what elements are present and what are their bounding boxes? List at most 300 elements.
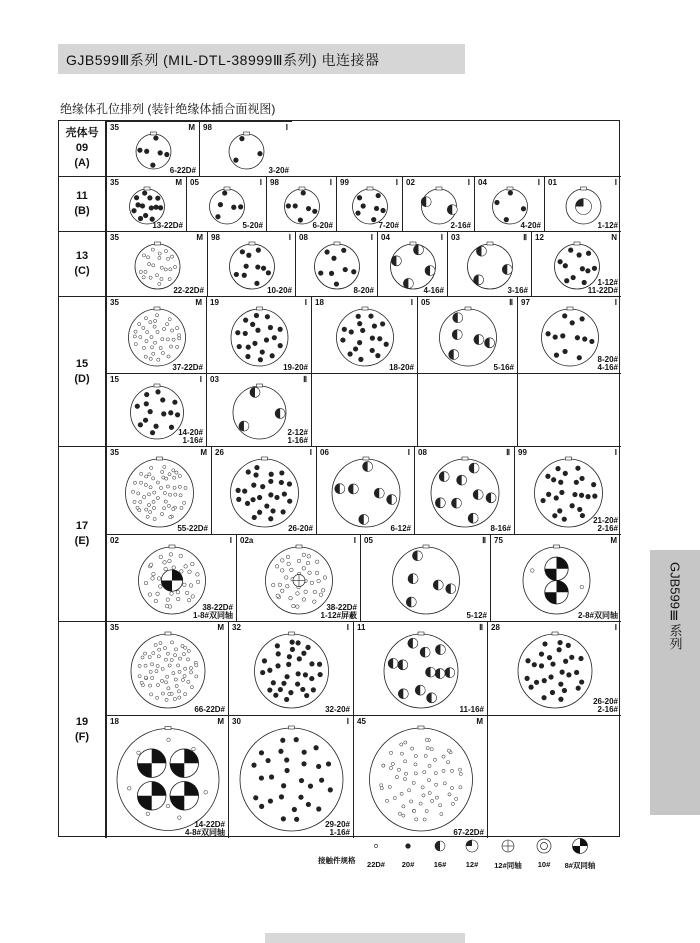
contact-22d (160, 277, 163, 280)
contact-22d (285, 584, 289, 588)
contact-22d (165, 698, 168, 701)
contact-spec-line: 1-12#屏蔽 (320, 611, 357, 620)
contact-20 (306, 206, 311, 211)
keyway-mark (552, 632, 558, 635)
contact-16 (359, 514, 369, 524)
insert-code: 02 (406, 178, 415, 187)
contact-20 (246, 469, 251, 474)
insert-arrangement-cell (311, 296, 417, 373)
contact-22d (149, 670, 152, 673)
keyway-mark (418, 726, 424, 729)
contact-22d (185, 591, 189, 595)
insert-arrangement-cell (360, 534, 490, 621)
contact-22d (169, 345, 172, 348)
contact-20 (252, 515, 257, 520)
contact-22d (158, 648, 161, 651)
contact-22d (404, 741, 407, 744)
contact-22d (423, 771, 426, 774)
contact-22d (155, 314, 158, 317)
contact-16 (275, 408, 285, 418)
keyway-mark (257, 307, 263, 310)
contact-20 (360, 328, 365, 333)
contact-16 (446, 584, 456, 594)
contact-spec (598, 356, 618, 372)
insert-arrangement-cell (353, 621, 487, 715)
contact-22d (160, 679, 163, 682)
contact-20 (343, 267, 348, 272)
contact-22d (184, 693, 187, 696)
contact-spec-line: 4-16# (423, 286, 444, 295)
contact-22d (148, 684, 151, 687)
contact-20 (234, 272, 239, 277)
contact-22d (147, 503, 150, 506)
keyway-mark (554, 545, 560, 548)
insert-code: 19 (210, 298, 219, 307)
contact-16 (363, 462, 373, 472)
contact-22d (408, 789, 411, 792)
contact-20 (259, 804, 264, 809)
contact-22d (292, 604, 296, 608)
insert-face (240, 728, 343, 831)
contact-22d (164, 567, 168, 571)
contact-22d (163, 561, 167, 565)
contact-22d (136, 506, 139, 509)
contact-22d (146, 256, 149, 259)
contact-20 (591, 482, 596, 487)
contact-spec-line: 1-16# (287, 436, 308, 445)
contact-20 (293, 203, 298, 208)
contact-spec (325, 706, 350, 714)
contact-22d (296, 605, 300, 609)
contact-22d (182, 653, 185, 656)
checkered-circle-icon (559, 838, 601, 854)
service-class: Ⅱ (523, 233, 527, 242)
contact-22d (411, 747, 414, 750)
contact-20 (158, 205, 163, 210)
contact-20 (576, 686, 581, 691)
contact-16 (406, 597, 416, 607)
contact-20 (266, 270, 271, 275)
service-class: I (229, 536, 232, 545)
contact-spec-line: 2-16# (597, 524, 618, 533)
contact-22d (140, 681, 143, 684)
contact-20 (237, 344, 242, 349)
insert-face (431, 459, 499, 527)
contact-20 (370, 336, 375, 341)
insert-code: 04 (381, 233, 390, 242)
contact-20 (142, 190, 147, 195)
contact-16 (449, 350, 459, 360)
insert-arrangement-cell (211, 446, 316, 534)
contact-spec-line: 26-20# (593, 697, 618, 706)
contact-16 (388, 658, 398, 668)
contact-22d (196, 580, 200, 584)
insert-face (135, 244, 180, 289)
contact-22d (181, 678, 184, 681)
contact-20 (273, 693, 278, 698)
contact-22d (179, 494, 182, 497)
contact-22d (157, 577, 161, 581)
contact-8-twinax (545, 557, 568, 580)
contact-22d (152, 506, 155, 509)
contact-20 (566, 643, 571, 648)
contact-22d (153, 341, 156, 344)
service-class: Ⅱ (482, 536, 486, 545)
keyway-mark (299, 187, 305, 190)
contact-22d (435, 796, 438, 799)
insert-face-diagram (107, 447, 212, 535)
contact-22d (163, 327, 166, 330)
contact-22d (281, 559, 285, 563)
contact-20 (374, 206, 379, 211)
contact-22d (286, 555, 290, 559)
contact-22d (161, 338, 164, 341)
keyway-mark (363, 457, 369, 460)
contact-22d (163, 465, 166, 468)
contact-22d (196, 573, 200, 577)
contact-16 (468, 513, 478, 523)
contact-spec-line: 13-22D# (152, 221, 183, 230)
insert-code: 12 (535, 233, 544, 242)
contact-22d (142, 254, 145, 257)
contact-22d (189, 667, 192, 670)
contact-20 (290, 647, 295, 652)
contact-20 (550, 661, 555, 666)
contact-20 (158, 150, 163, 155)
contact-22d (385, 799, 388, 802)
legend-label: 8#双同轴 (564, 861, 596, 870)
contact-20 (562, 349, 567, 354)
contact-22d (402, 805, 405, 808)
contact-22d (144, 270, 147, 273)
contact-22d (183, 646, 186, 649)
contact-22d (170, 255, 173, 258)
contact-22d (164, 268, 167, 271)
contact-22d (204, 790, 208, 794)
contact-20 (222, 190, 227, 195)
contact-20 (508, 190, 513, 195)
keyway-mark (155, 242, 161, 245)
contact-22d (409, 800, 412, 803)
contact-20 (134, 195, 139, 200)
contact-8-twinax (161, 570, 182, 591)
insert-face (131, 634, 205, 708)
contact-20 (169, 425, 174, 430)
contact-22d (152, 264, 155, 267)
keyway-mark (507, 187, 513, 190)
keyway-mark (581, 187, 587, 190)
contact-spec (494, 364, 514, 372)
contact-22d (173, 697, 176, 700)
contact-22d (313, 590, 317, 594)
contact-22d (167, 355, 170, 358)
insert-code: 35 (110, 298, 119, 307)
contact-22d (397, 768, 400, 771)
contact-22d (144, 317, 147, 320)
keyway-mark (566, 457, 572, 460)
contact-22d (163, 647, 166, 650)
contact-20 (268, 479, 273, 484)
contact-22d (140, 472, 143, 475)
keyway-mark (157, 457, 163, 460)
contact-spec (152, 222, 183, 230)
keyway-mark (165, 727, 171, 730)
contact-22d (139, 335, 142, 338)
contact-20 (340, 337, 345, 342)
contact-spec (288, 525, 313, 533)
insert-code: 08 (418, 448, 427, 457)
contact-20 (242, 488, 247, 493)
insert-code: 35 (110, 448, 119, 457)
contact-20 (140, 203, 145, 208)
insert-face (337, 309, 394, 366)
contact-22d (144, 581, 148, 585)
contact-20 (295, 681, 300, 686)
insert-arrangement-cell (316, 446, 414, 534)
contact-20 (562, 688, 567, 693)
contact-spec-line: 14-20# (178, 428, 203, 437)
contact-22d (173, 265, 176, 268)
contact-22d (151, 577, 155, 581)
contact-22d (166, 804, 170, 808)
contact-22d (180, 506, 183, 509)
insert-face (231, 459, 299, 527)
contact-22d (168, 318, 171, 321)
contact-20 (257, 151, 262, 156)
contact-22d (287, 562, 291, 566)
insert-code: 28 (491, 623, 500, 632)
insert-arrangement-table (58, 120, 620, 837)
shell-size-label: (F) (74, 731, 90, 743)
insert-code: 98 (211, 233, 220, 242)
contact-22d (165, 477, 168, 480)
contact-20 (554, 353, 559, 358)
contact-20 (281, 816, 286, 821)
contact-22d (145, 340, 148, 343)
contact-22d (169, 268, 172, 271)
contact-22d (175, 471, 178, 474)
contact-22d (144, 676, 147, 679)
insert-arrangement-cell (106, 621, 228, 715)
contact-20 (150, 430, 155, 435)
contact-22d (149, 321, 152, 324)
contact-20 (250, 497, 255, 502)
contact-20 (301, 761, 306, 766)
contact-22d (415, 818, 418, 821)
contact-22d (190, 686, 193, 689)
contact-20 (552, 513, 557, 518)
contact-22d (402, 814, 405, 817)
contact-20 (287, 481, 292, 486)
insert-code: 04 (478, 178, 487, 187)
contact-22d (152, 352, 155, 355)
contact-22d (177, 690, 180, 693)
legend (318, 838, 618, 870)
contact-16 (453, 313, 463, 323)
contact-spec (379, 222, 399, 230)
contact-22d (178, 337, 181, 340)
contact-spec (313, 222, 333, 230)
contact-22d (127, 787, 131, 791)
contact-22d (280, 589, 284, 593)
contact-20 (255, 328, 260, 333)
contact-20 (326, 761, 331, 766)
contact-16 (485, 338, 495, 348)
contact-22d (313, 600, 317, 604)
contact-20 (284, 674, 289, 679)
contact-spec-line: 3-16# (507, 286, 528, 295)
shell-size-label: 11 (76, 190, 88, 202)
contact-22d (174, 678, 177, 681)
contact-22d (306, 561, 310, 565)
contact-20 (534, 680, 539, 685)
contact-20 (164, 152, 169, 157)
service-class: I (407, 448, 410, 457)
contact-22d (139, 481, 142, 484)
contact-22d (166, 323, 169, 326)
contact-20 (577, 252, 582, 257)
contact-22d (412, 781, 415, 784)
contact-22d (178, 334, 181, 337)
insert-arrangement-cell (106, 534, 236, 621)
contact-20 (260, 670, 265, 675)
insert-code: 05 (364, 536, 373, 545)
side-tab: GJB599Ⅲ系列 (650, 550, 700, 815)
contact-20 (377, 336, 382, 341)
contact-spec (193, 604, 233, 620)
service-class: I (410, 298, 413, 307)
contact-spec-line: 10-20# (267, 286, 292, 295)
contact-22d (382, 764, 385, 767)
insert-face-diagram (107, 622, 229, 716)
contact-20 (542, 678, 547, 683)
contact-20 (255, 264, 260, 269)
contact-20 (555, 466, 560, 471)
contact-20 (286, 203, 291, 208)
contact-16 (433, 580, 443, 590)
contact-20 (528, 685, 533, 690)
contact-16 (403, 278, 413, 288)
legend-label: 22D# (367, 860, 385, 869)
contact-20 (287, 499, 292, 504)
shell-size-label: (A) (74, 157, 90, 169)
contact-22d (145, 475, 148, 478)
insert-code: 30 (232, 717, 241, 726)
insert-face (518, 634, 592, 708)
keyway-mark (257, 384, 263, 387)
contact-22d (296, 592, 300, 596)
contact-22d (321, 589, 325, 593)
contact-22d (188, 570, 192, 574)
contact-20 (318, 270, 323, 275)
shell-size-g11 (59, 176, 106, 231)
contact-22d (152, 477, 155, 480)
contact-spec (173, 287, 204, 295)
contact-20 (563, 471, 568, 476)
contact-22d (184, 486, 187, 489)
insert-code: 35 (110, 178, 119, 187)
insert-code: 06 (320, 448, 329, 457)
contact-20 (236, 497, 241, 502)
contact-20 (259, 775, 264, 780)
contact-16 (476, 246, 486, 256)
contact-22d (153, 491, 156, 494)
contact-20 (240, 249, 245, 254)
contact-22d (179, 554, 183, 558)
contact-22d (144, 664, 147, 667)
contact-16 (435, 498, 445, 508)
contact-22d (153, 517, 156, 520)
contact-20 (356, 314, 361, 319)
keyway-mark (462, 457, 468, 460)
contact-spec-line: 26-20# (288, 524, 313, 533)
contact-20 (562, 517, 567, 522)
contact-20 (153, 424, 158, 429)
contact-16 (398, 660, 408, 670)
insert-code: 08 (299, 233, 308, 242)
contact-22d (276, 594, 280, 598)
shell-size-label: (B) (74, 205, 90, 217)
contact-22d (143, 652, 146, 655)
insert-arrangement-cell (206, 296, 311, 373)
service-class: I (370, 233, 373, 242)
keyway-mark (296, 545, 302, 548)
service-class: M (188, 123, 195, 132)
contact-20 (361, 203, 366, 208)
contact-20 (256, 248, 261, 253)
contact-20 (245, 501, 250, 506)
contact-22d (427, 779, 430, 782)
contact-20 (579, 476, 584, 481)
insert-face-diagram (361, 535, 491, 622)
contact-spec-line: 38-22D# (326, 603, 357, 612)
contact-spec (578, 612, 618, 620)
contact-22d (176, 597, 180, 601)
contact-20 (384, 342, 389, 347)
insert-arrangement-cell (206, 373, 311, 446)
contact-22d (176, 326, 179, 329)
contact-16 (398, 689, 408, 699)
contact-20 (233, 158, 238, 163)
contact-22d (159, 486, 162, 489)
contact-20 (358, 357, 363, 362)
contact-20 (571, 275, 576, 280)
contact-20 (153, 135, 158, 140)
section-subtitle: 绝缘体孔位排列 (装针绝缘体插合面视图) (60, 102, 276, 116)
contact-spec-line: 67-22D# (453, 828, 484, 837)
insert-arrangement-cell (106, 231, 207, 296)
contact-22d (178, 816, 182, 820)
keyway-mark (154, 384, 160, 387)
contact-20 (558, 697, 563, 702)
contact-16 (439, 472, 449, 482)
contact-22d (167, 504, 170, 507)
legend-label: 16# (433, 860, 447, 869)
contact-spec-line: 5-16# (493, 363, 514, 372)
contact-22d (284, 576, 288, 580)
contact-12-coax (293, 575, 305, 587)
contact-22d (450, 786, 453, 789)
contact-spec-line: 7-20# (378, 221, 399, 230)
contact-20 (245, 354, 250, 359)
contact-22d (172, 566, 176, 570)
keyway-mark (362, 307, 368, 310)
contact-20 (280, 738, 285, 743)
contact-22d (183, 501, 186, 504)
contact-20 (357, 321, 362, 326)
service-class: Ⅱ (303, 375, 307, 384)
insert-code: 35 (110, 233, 119, 242)
